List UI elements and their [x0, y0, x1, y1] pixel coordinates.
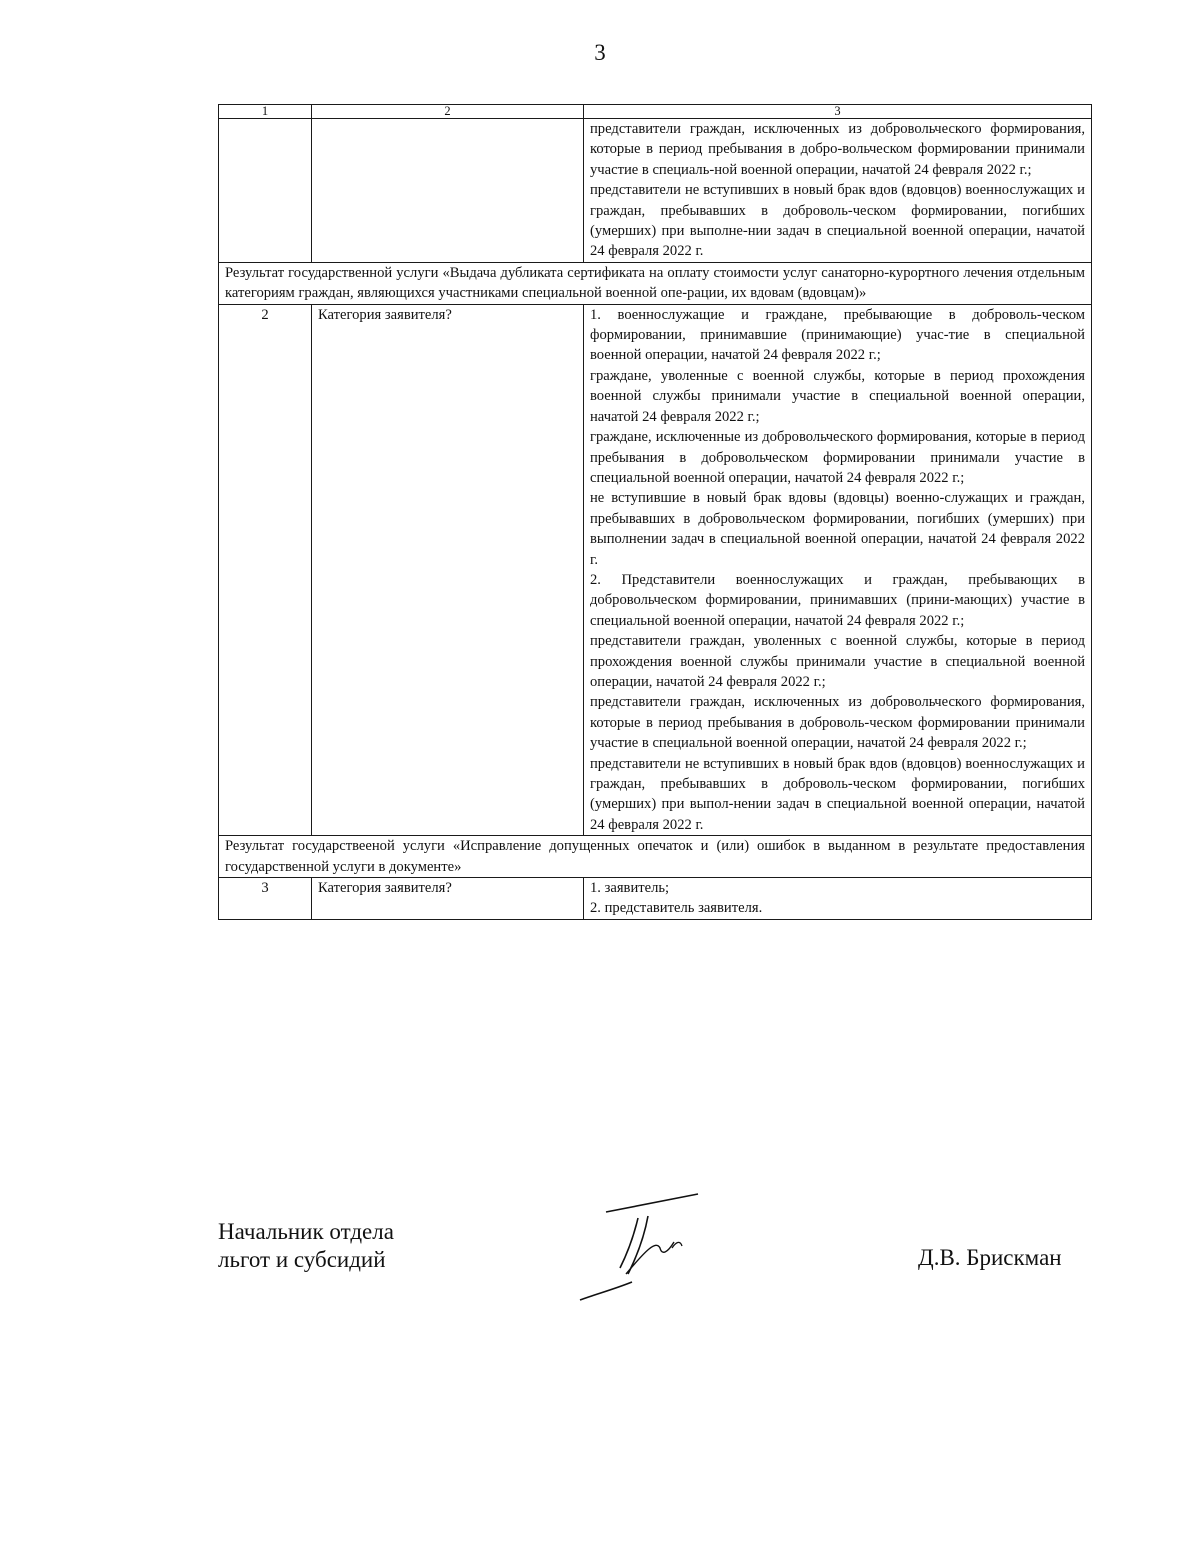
table-row — [219, 119, 1092, 263]
table-row — [219, 262, 1092, 304]
question-cell: Категория заявителя? — [312, 304, 584, 836]
table-row — [219, 836, 1092, 878]
table-row — [219, 878, 1092, 920]
applicant-categories-continued: представители граждан, исключенных из добровольческого формирования, которые в период пребывания в добро-вольческом формировании принимали участие в специаль-ной военной операции, начатой 24 февраля 2022 г.; представители не вступивших в новый брак вдов (вдовцов) военнослужащих и граждан, пребывавших в доброволь-ческом формировании, погибших (умерших) при выполне-нии задач в специальной военной операции, начатой 24 февраля 2022 г. — [584, 119, 1092, 263]
handwritten-signature — [576, 1190, 716, 1315]
answer-cell: 1. военнослужащие и граждане, пребывающие в доброволь-ческом формировании, принимавшие (принимающие) учас-тие в специальной военной операции, начатой 24 февраля 2022 г.; граждане, уволенные с военной службы, которые в период прохождения военной службы принимали участие в специальной военной операции, начатой 24 февраля 2022 г.; граждане, исключенные из добровольческого формирования, которые в период пребывания в добровольческом формировании принимали участие в специальной военной операции, начатой 24 февраля 2022 г.; не вступившие в новый брак вдовы (вдовцы) военно-служащих и граждан, пребывавших в добровольческом формировании, погибших (умерших) при выполнении задач в специальной военной операции, начатой 24 февраля 2022 г. 2. Представители военнослужащих и граждан, пребывающих в добровольческом формировании, принимавших (прини-мающих) участие в специальной военной операции, начатой 24 февраля 2022 г.; представители граждан, уволенных с военной службы, которые в период прохождения военной службы принимали участие в специальной военной операции, начатой 24 февраля 2022 г.; представители граждан, исключенных из добровольческого формирования, которые в период пребывания в доброволь-ческом формировании принимали участие в специальной военной операции, начатой 24 февраля 2022 г.; представители не вступивших в новый брак вдов (вдовцов) военнослужащих и граждан, пребывавших в доброволь-ческом формировании, погибших (умерших) при выпол-нении задач в специальной военной операции, начатой 24 февраля 2022 г. — [584, 304, 1092, 836]
row-number: 3 — [219, 878, 312, 920]
column-header-2: 2 — [312, 105, 584, 119]
empty-cell — [219, 119, 312, 263]
question-cell: Категория заявителя? — [312, 878, 584, 920]
column-header-3: 3 — [584, 105, 1092, 119]
answer-cell: 1. заявитель; 2. представитель заявителя. — [584, 878, 1092, 920]
service-result-duplicate: Результат государственной услуги «Выдача дубликата сертификата на оплату стоимости услуг санаторно-курортного лечения отдельным категориям граждан, являющихся участниками специальной военной опе-рации, их вдовам (вдовцам)» — [219, 262, 1092, 304]
table-header-row — [219, 105, 1092, 119]
empty-cell — [312, 119, 584, 263]
page-number: 3 — [594, 40, 606, 65]
table-row — [219, 304, 1092, 836]
services-table — [218, 104, 1092, 920]
row-number: 2 — [219, 304, 312, 836]
signatory-position — [218, 1218, 394, 1274]
position-line-2: льгот и субсидий — [218, 1247, 386, 1272]
signatory-name: Д.В. Брискман — [918, 1245, 1062, 1270]
service-result-correction: Результат государствееной услуги «Исправление допущенных опечаток и (или) ошибок в выданном в результате предоставления государственной услуги в документе» — [219, 836, 1092, 878]
position-line-1: Начальник отдела — [218, 1219, 394, 1244]
column-header-1: 1 — [219, 105, 312, 119]
